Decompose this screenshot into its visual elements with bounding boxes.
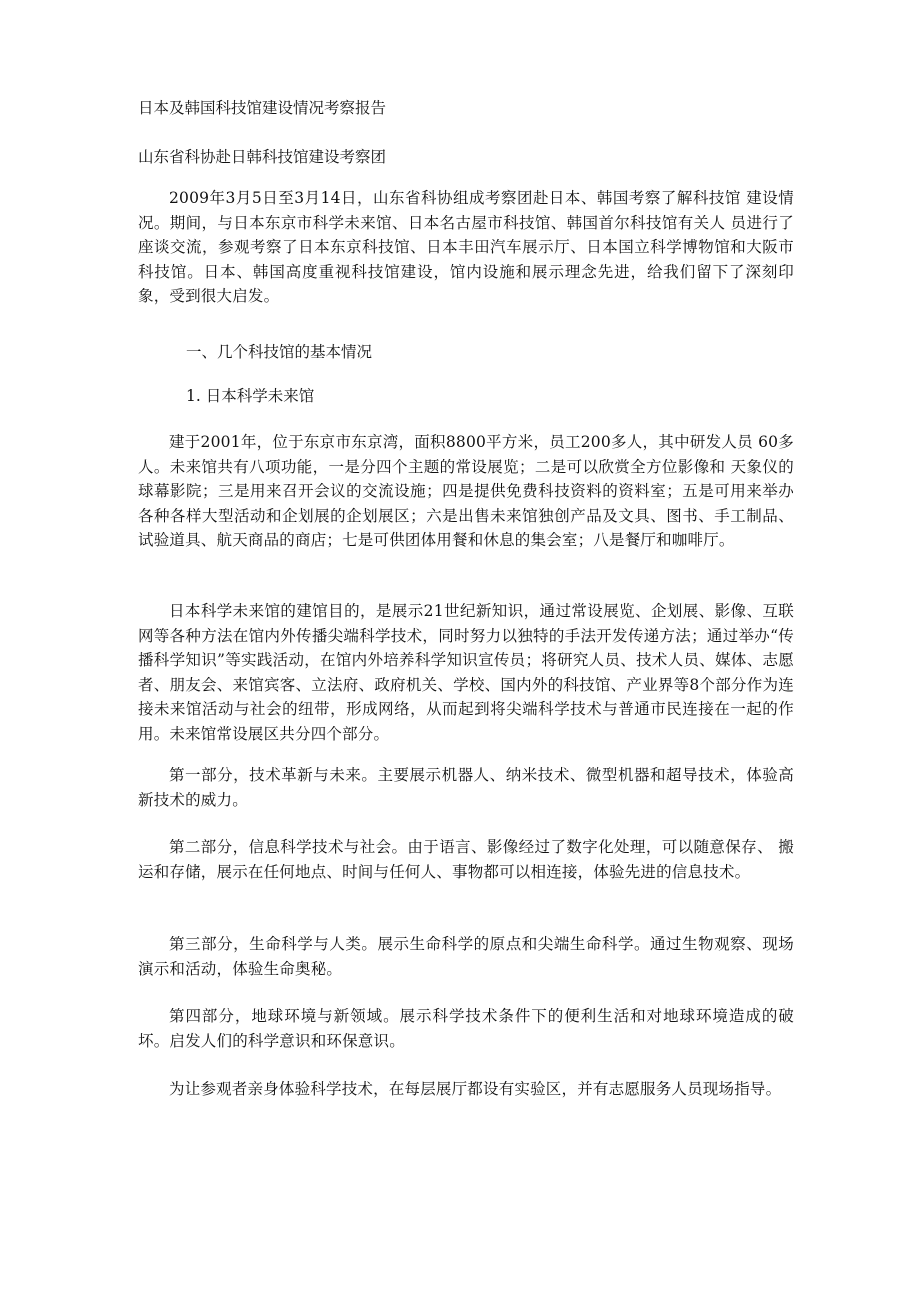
document-author: 山东省科协赴日韩科技馆建设考察团 <box>138 148 387 166</box>
subsection-heading: 1. 日本科学未来馆 <box>186 387 315 405</box>
section-heading: 一、几个科技馆的基本情况 <box>186 343 373 361</box>
paragraph-part-one: 第一部分，技术革新与未来。主要展示机器人、纳米技术、微型机器和超导技术，体验高新技术的威力。 <box>138 766 794 809</box>
paragraph-purpose: 日本科学未来馆的建馆目的，是展示21世纪新知识，通过常设展览、企划展、影像、互联网等各种方法在馆内外传播尖端科学技术，同时努力以独特的手法开发传递方法；通过举办“传播科学知识”等实践活动，在馆内外培养科学知识宣传员；将研究人员、技术人员、媒体、志愿者、朋友会、来馆宾客、立法府、政府机关、学校、国内外的科技馆、产业界等8个部分作为连接未来馆活动与社会的纽带，形成网络，从而起到将尖端科学技术与普通市民连接在一起的作用。未来馆常设展区共分四个部分。 <box>138 602 794 743</box>
document-title: 日本及韩国科技馆建设情况考察报告 <box>138 99 387 117</box>
intro-paragraph: 2009年3月5日至3月14日，山东省科协组成考察团赴日本、韩国考察了解科技馆 建设情况。期间，与日本东京市科学未来馆、日本名古屋市科技馆、韩国首尔科技馆有关人 员进行了座谈交流，参观考察了日本东京科技馆、日本丰田汽车展示厅、日本国立科学博物馆和大阪市科技馆。日本、韩国高度重视科技馆建设，馆内设施和展示理念先进，给我们留下了深刻印象，受到很大启发。 <box>138 189 794 305</box>
paragraph-overview: 建于2001年，位于东京市东京湾，面积8800平方米，员工200多人，其中研发人员 60多人。未来馆共有八项功能，一是分四个主题的常设展览；二是可以欣赏全方位影像和 天象仪的球幕影院；三是用来召开会议的交流设施；四是提供免费科技资料的资料室；五是可用来举办各种各样大型活动和企划展的企划展区；六是出售未来馆独创产品及文具、图书、手工制品、试验道具、航天商品的商店；七是可供团体用餐和休息的集会室；八是餐厅和咖啡厅。 <box>138 433 794 549</box>
paragraph-part-two: 第二部分，信息科学技术与社会。由于语言、影像经过了数字化处理，可以随意保存、 搬运和存储，展示在任何地点、时间与任何人、事物都可以相连接，体验先进的信息技术。 <box>138 838 794 881</box>
paragraph-part-three: 第三部分，生命科学与人类。展示生命科学的原点和尖端生命科学。通过生物观察、现场演示和活动，体验生命奥秘。 <box>138 935 794 978</box>
paragraph-experience: 为让参观者亲身体验科学技术，在每层展厅都设有实验区，并有志愿服务人员现场指导。 <box>169 1080 782 1098</box>
paragraph-part-four: 第四部分，地球环境与新领域。展示科学技术条件下的便利生活和对地球环境造成的破坏。启发人们的科学意识和环保意识。 <box>138 1007 794 1050</box>
